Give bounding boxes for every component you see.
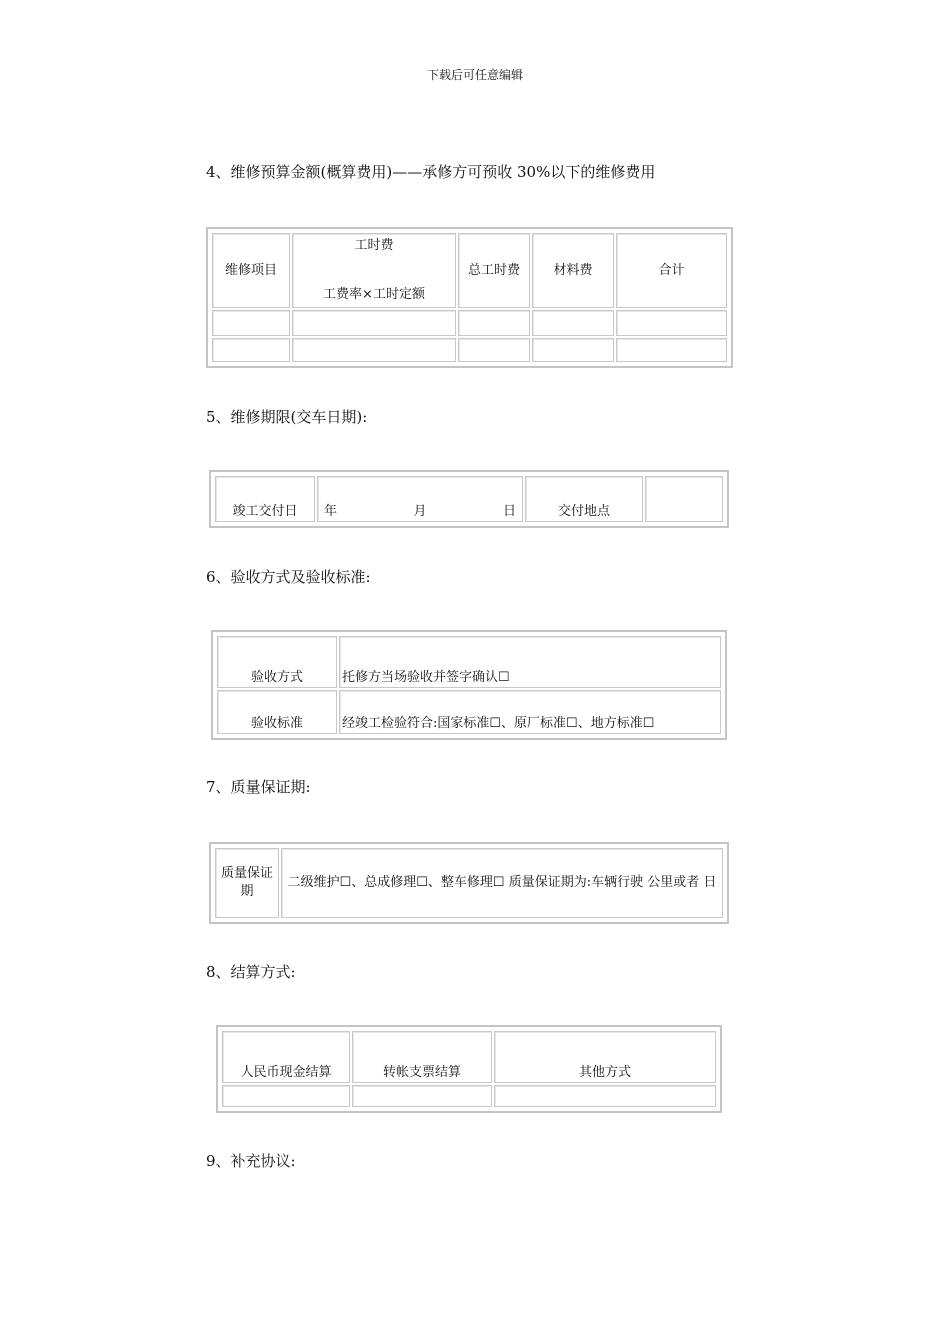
budget-cell[interactable] [212, 338, 290, 362]
day-label: 日 [502, 503, 516, 519]
settlement-cash: 人民币现金结算 [222, 1031, 350, 1083]
budget-cell[interactable] [532, 310, 614, 335]
warranty-label: 质量保证期 [215, 848, 279, 918]
acceptance-method-value: 托修方当场验收并签字确认☐ [339, 636, 721, 688]
completion-date-field[interactable] [317, 476, 523, 522]
budget-cell[interactable] [458, 338, 530, 362]
section-7-heading: 7、质量保证期: [206, 778, 311, 796]
budget-header-item: 维修项目 [212, 233, 290, 308]
budget-header-material: 材料费 [532, 233, 614, 308]
settlement-cell[interactable] [222, 1085, 350, 1107]
budget-table [206, 227, 733, 368]
settlement-table [216, 1025, 722, 1113]
budget-cell[interactable] [532, 338, 614, 362]
budget-cell[interactable] [292, 310, 456, 335]
delivery-place-label: 交付地点 [525, 476, 643, 522]
section-9-heading: 9、补充协议: [206, 1152, 296, 1170]
warranty-table [209, 842, 729, 924]
delivery-table [209, 470, 729, 528]
acceptance-table [211, 630, 727, 740]
page-header: 下载后可任意编辑 [426, 68, 523, 82]
budget-header-sum: 合计 [616, 233, 727, 308]
section-5-heading: 5、维修期限(交车日期): [206, 408, 368, 426]
section-4-heading: 4、维修预算金额(概算费用)——承修方可预收 30%以下的维修费用 [206, 163, 656, 181]
budget-header-total-labor: 总工时费 [458, 233, 530, 308]
delivery-place-field[interactable] [645, 476, 723, 522]
budget-cell[interactable] [458, 310, 530, 335]
completion-date-label: 竣工交付日 [215, 476, 315, 522]
budget-cell[interactable] [212, 310, 290, 335]
settlement-transfer: 转帐支票结算 [352, 1031, 492, 1083]
settlement-cell[interactable] [352, 1085, 492, 1107]
budget-cell[interactable] [616, 338, 727, 362]
budget-header-labor [292, 233, 456, 308]
warranty-value: 二级维护☐、总成修理☐、整车修理☐ 质量保证期为:车辆行驶 公里或者 日 [281, 848, 723, 918]
budget-cell[interactable] [616, 310, 727, 335]
section-6-heading: 6、验收方式及验收标准: [206, 568, 371, 586]
acceptance-standard-label: 验收标准 [217, 690, 337, 734]
year-label: 年 [324, 503, 338, 519]
labor-fee-label: 工时费 [354, 237, 394, 253]
settlement-other: 其他方式 [494, 1031, 716, 1083]
labor-formula-label: 工费率×工时定额 [323, 287, 425, 303]
budget-cell[interactable] [292, 338, 456, 362]
settlement-cell[interactable] [494, 1085, 716, 1107]
acceptance-standard-value: 经竣工检验符合:国家标准☐、原厂标准☐、地方标准☐ [339, 690, 721, 734]
month-label: 月 [413, 503, 427, 519]
acceptance-method-label: 验收方式 [217, 636, 337, 688]
section-8-heading: 8、结算方式: [206, 963, 296, 981]
